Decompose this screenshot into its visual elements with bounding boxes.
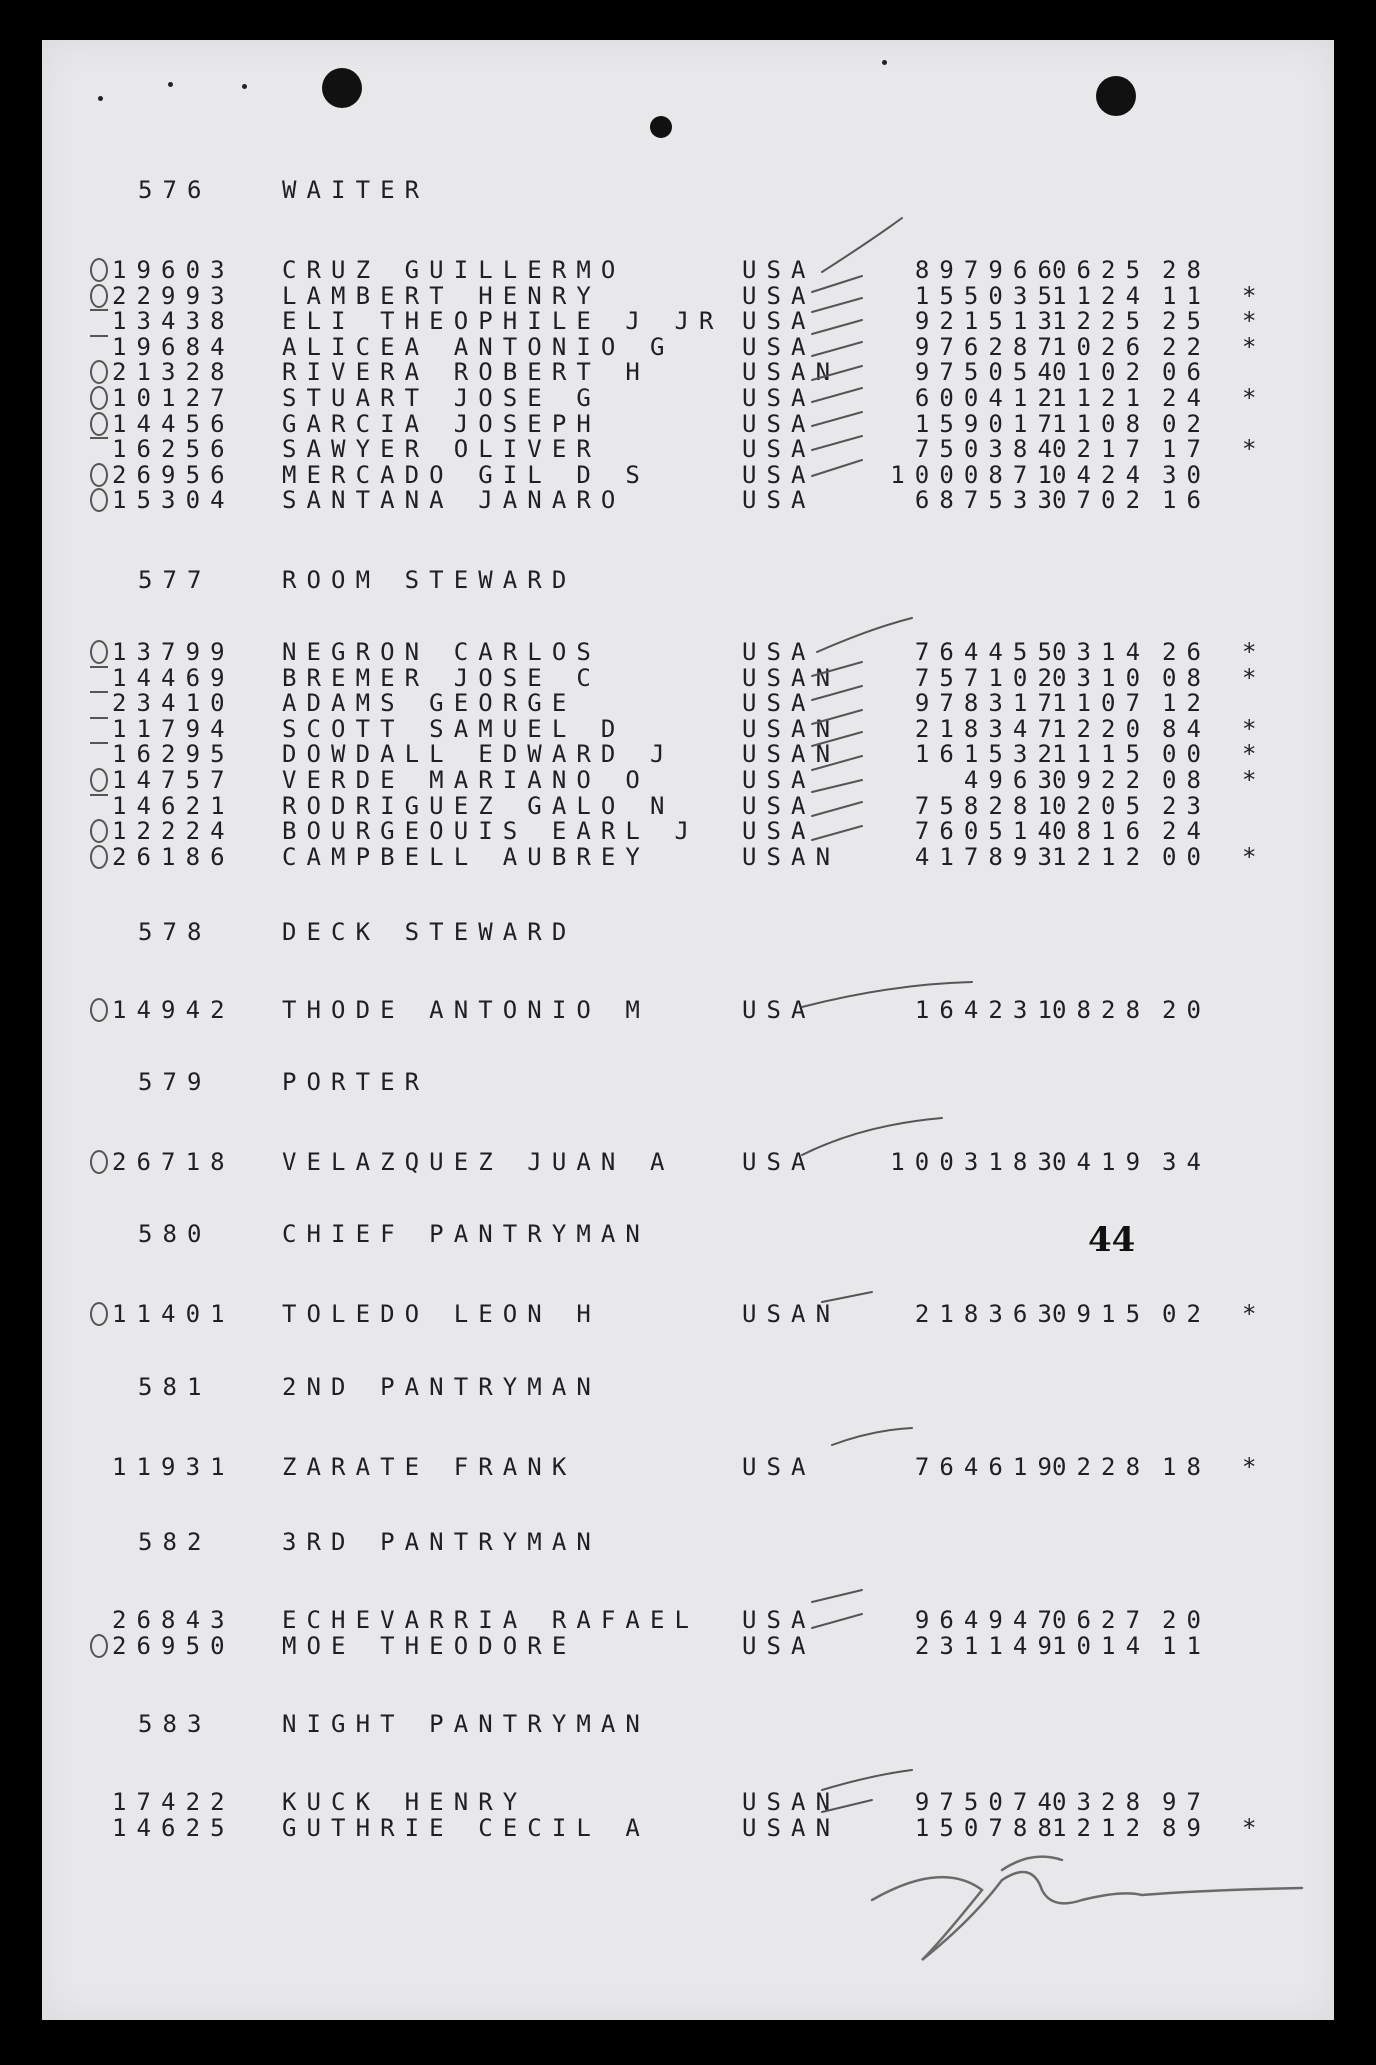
- crew-id: 26186: [112, 842, 235, 871]
- section-code: 576: [138, 176, 212, 204]
- value-code: 12: [1162, 689, 1212, 718]
- crew-id: 11794: [112, 714, 235, 743]
- document-number: 687533: [914, 486, 1062, 515]
- citizenship: USAN: [742, 714, 841, 743]
- crew-id: 11931: [112, 1453, 235, 1481]
- value-code: 25: [1162, 307, 1212, 336]
- section-title: 3RD PANTRYMAN: [282, 1528, 601, 1556]
- date-code: 0816: [1052, 817, 1151, 846]
- value-code: 22: [1162, 332, 1212, 361]
- document-number: 757102: [914, 663, 1062, 692]
- date-code: 0228: [1052, 1453, 1151, 1481]
- crew-name: VELAZQUEZ JUAN A: [282, 1148, 675, 1176]
- value-code: 02: [1162, 409, 1212, 438]
- date-code: 1108: [1052, 409, 1151, 438]
- crew-id: 16295: [112, 740, 235, 769]
- crew-id: 19684: [112, 332, 235, 361]
- star-flag: *: [1242, 714, 1267, 743]
- crew-name: RODRIGUEZ GALO N: [282, 791, 675, 820]
- section-title: ROOM STEWARD: [282, 566, 577, 594]
- document-number: 976287: [914, 332, 1062, 361]
- crew-name: BREMER JOSE C: [282, 663, 601, 692]
- star-flag: *: [1242, 663, 1267, 692]
- date-code: 1026: [1052, 332, 1151, 361]
- value-code: 20: [1162, 996, 1212, 1024]
- document-number: 897966: [914, 256, 1062, 284]
- section-title: 2ND PANTRYMAN: [282, 1373, 601, 1401]
- document-page: [42, 40, 1334, 2020]
- crew-name: ECHEVARRIA RAFAEL: [282, 1606, 699, 1634]
- document-number: 921513: [914, 307, 1062, 336]
- value-code: 08: [1162, 663, 1212, 692]
- crew-name: SANTANA JANARO: [282, 486, 626, 515]
- section-code: 579: [138, 1068, 212, 1096]
- citizenship: USA: [742, 307, 816, 336]
- crew-id: 26956: [112, 460, 235, 489]
- crew-name: THODE ANTONIO M: [282, 996, 650, 1024]
- crew-name: CAMPBELL AUBREY: [282, 842, 650, 871]
- value-code: 20: [1162, 1606, 1212, 1634]
- citizenship: USA: [742, 384, 816, 412]
- document-number: 1000871: [890, 460, 1062, 489]
- crew-name: CRUZ GUILLERMO: [282, 256, 626, 284]
- star-flag: *: [1242, 281, 1267, 310]
- crew-name: ADAMS GEORGE: [282, 689, 577, 718]
- date-code: 1220: [1052, 714, 1151, 743]
- crew-id: 15304: [112, 486, 235, 515]
- value-code: 34: [1162, 1148, 1212, 1176]
- date-code: 1014: [1052, 1631, 1151, 1660]
- section-title: DECK STEWARD: [282, 918, 577, 946]
- citizenship: USA: [742, 409, 816, 438]
- crew-name: STUART JOSE G: [282, 384, 601, 412]
- value-code: 24: [1162, 817, 1212, 846]
- crew-name: MERCADO GIL D S: [282, 460, 650, 489]
- value-code: 26: [1162, 638, 1212, 666]
- crew-id: 16256: [112, 435, 235, 464]
- date-code: 0419: [1052, 1148, 1151, 1176]
- crew-id: 14942: [112, 996, 235, 1024]
- crew-id: 13799: [112, 638, 235, 666]
- star-flag: *: [1242, 307, 1267, 336]
- document-number: 218347: [914, 714, 1062, 743]
- citizenship: USA: [742, 1631, 816, 1660]
- date-code: 0625: [1052, 256, 1151, 284]
- citizenship: USAN: [742, 1788, 841, 1816]
- crew-name: SAWYER OLIVER: [282, 435, 601, 464]
- document-number: 758281: [914, 791, 1062, 820]
- star-flag: *: [1242, 740, 1267, 769]
- date-code: 0922: [1052, 766, 1151, 794]
- document-number: 975074: [914, 1788, 1062, 1816]
- star-flag: *: [1242, 842, 1267, 871]
- crew-id: 14625: [112, 1813, 235, 1842]
- citizenship: USA: [742, 332, 816, 361]
- document-number: 760514: [914, 817, 1062, 846]
- document-number: 764619: [914, 1453, 1062, 1481]
- section-code: 577: [138, 566, 212, 594]
- citizenship: USA: [742, 281, 816, 310]
- crew-id: 17422: [112, 1788, 235, 1816]
- crew-id: 26950: [112, 1631, 235, 1660]
- pencil-marks: [42, 40, 1334, 2020]
- crew-name: LAMBERT HENRY: [282, 281, 601, 310]
- star-flag: *: [1242, 766, 1267, 794]
- section-code: 582: [138, 1528, 212, 1556]
- crew-id: 14456: [112, 409, 235, 438]
- date-code: 0627: [1052, 1606, 1151, 1634]
- crew-name: GARCIA JOSEPH: [282, 409, 601, 438]
- document-number: 155035: [914, 281, 1062, 310]
- citizenship: USAN: [742, 663, 841, 692]
- crew-id: 14621: [112, 791, 235, 820]
- citizenship: USAN: [742, 358, 841, 387]
- value-code: 11: [1162, 281, 1212, 310]
- date-code: 0314: [1052, 638, 1151, 666]
- crew-id: 12224: [112, 817, 235, 846]
- crew-name: NEGRON CARLOS: [282, 638, 601, 666]
- date-code: 1121: [1052, 384, 1151, 412]
- value-code: 06: [1162, 358, 1212, 387]
- citizenship: USA: [742, 1148, 816, 1176]
- crew-name: KUCK HENRY: [282, 1788, 528, 1816]
- crew-id: 11401: [112, 1300, 235, 1328]
- date-code: 0205: [1052, 791, 1151, 820]
- date-code: 0310: [1052, 663, 1151, 692]
- star-flag: *: [1242, 1300, 1267, 1328]
- value-code: 84: [1162, 714, 1212, 743]
- date-code: 0328: [1052, 1788, 1151, 1816]
- value-code: 24: [1162, 384, 1212, 412]
- crew-id: 13438: [112, 307, 235, 336]
- crew-id: 22993: [112, 281, 235, 310]
- star-flag: *: [1242, 332, 1267, 361]
- star-flag: *: [1242, 384, 1267, 412]
- date-code: 0915: [1052, 1300, 1151, 1328]
- section-code: 583: [138, 1710, 212, 1738]
- star-flag: *: [1242, 638, 1267, 666]
- citizenship: USAN: [742, 740, 841, 769]
- date-code: 0702: [1052, 486, 1151, 515]
- section-code: 580: [138, 1220, 212, 1248]
- citizenship: USA: [742, 638, 816, 666]
- star-flag: *: [1242, 435, 1267, 464]
- crew-name: BOURGEOUIS EARL J: [282, 817, 699, 846]
- value-code: 30: [1162, 460, 1212, 489]
- crew-name: VERDE MARIANO O: [282, 766, 650, 794]
- document-number: 964947: [914, 1606, 1062, 1634]
- document-number: 164231: [914, 996, 1062, 1024]
- date-code: 0217: [1052, 435, 1151, 464]
- crew-id: 23410: [112, 689, 235, 718]
- star-flag: *: [1242, 1813, 1267, 1842]
- document-number: 1003183: [890, 1148, 1062, 1176]
- citizenship: USA: [742, 435, 816, 464]
- citizenship: USA: [742, 766, 816, 794]
- crew-name: RIVERA ROBERT H: [282, 358, 650, 387]
- value-code: 08: [1162, 766, 1212, 794]
- date-code: 0424: [1052, 460, 1151, 489]
- crew-name: TOLEDO LEON H: [282, 1300, 601, 1328]
- date-code: 1107: [1052, 689, 1151, 718]
- document-number: 764455: [914, 638, 1062, 666]
- crew-id: 14469: [112, 663, 235, 692]
- signature-mark: [872, 1857, 1302, 1960]
- date-code: 0102: [1052, 358, 1151, 387]
- citizenship: USA: [742, 460, 816, 489]
- crew-id: 26843: [112, 1606, 235, 1634]
- crew-id: 10127: [112, 384, 235, 412]
- date-code: 0828: [1052, 996, 1151, 1024]
- value-code: 17: [1162, 435, 1212, 464]
- crew-id: 14757: [112, 766, 235, 794]
- citizenship: USA: [742, 1606, 816, 1634]
- crew-id: 19603: [112, 256, 235, 284]
- date-code: 1212: [1052, 1813, 1151, 1842]
- page-number: 44: [1088, 1220, 1136, 1260]
- section-title: CHIEF PANTRYMAN: [282, 1220, 650, 1248]
- value-code: 11: [1162, 1631, 1212, 1660]
- value-code: 16: [1162, 486, 1212, 515]
- document-number: 750384: [914, 435, 1062, 464]
- document-number: 975054: [914, 358, 1062, 387]
- value-code: 00: [1162, 740, 1212, 769]
- crew-name: ELI THEOPHILE J JR: [282, 307, 724, 336]
- citizenship: USA: [742, 817, 816, 846]
- section-code: 581: [138, 1373, 212, 1401]
- citizenship: USAN: [742, 1300, 841, 1328]
- crew-name: SCOTT SAMUEL D: [282, 714, 626, 743]
- citizenship: USA: [742, 1453, 816, 1481]
- value-code: 97: [1162, 1788, 1212, 1816]
- citizenship: USA: [742, 689, 816, 718]
- citizenship: USA: [742, 256, 816, 284]
- document-number: 159017: [914, 409, 1062, 438]
- value-code: 02: [1162, 1300, 1212, 1328]
- value-code: 00: [1162, 842, 1212, 871]
- document-number: 600412: [914, 384, 1062, 412]
- crew-id: 26718: [112, 1148, 235, 1176]
- value-code: 23: [1162, 791, 1212, 820]
- citizenship: USA: [742, 486, 816, 515]
- crew-id: 21328: [112, 358, 235, 387]
- document-number: 150788: [914, 1813, 1062, 1842]
- citizenship: USAN: [742, 1813, 841, 1842]
- star-flag: *: [1242, 1453, 1267, 1481]
- date-code: 1115: [1052, 740, 1151, 769]
- document-number: 4963: [963, 766, 1062, 794]
- citizenship: USAN: [742, 842, 841, 871]
- value-code: 18: [1162, 1453, 1212, 1481]
- value-code: 28: [1162, 256, 1212, 284]
- citizenship: USA: [742, 791, 816, 820]
- crew-name: MOE THEODORE: [282, 1631, 577, 1660]
- section-title: NIGHT PANTRYMAN: [282, 1710, 650, 1738]
- value-code: 89: [1162, 1813, 1212, 1842]
- crew-name: DOWDALL EDWARD J: [282, 740, 675, 769]
- section-title: PORTER: [282, 1068, 430, 1096]
- date-code: 1124: [1052, 281, 1151, 310]
- section-title: WAITER: [282, 176, 430, 204]
- section-code: 578: [138, 918, 212, 946]
- date-code: 1225: [1052, 307, 1151, 336]
- document-number: 231149: [914, 1631, 1062, 1660]
- crew-name: GUTHRIE CECIL A: [282, 1813, 650, 1842]
- date-code: 1212: [1052, 842, 1151, 871]
- crew-name: ZARATE FRANK: [282, 1453, 577, 1481]
- crew-name: ALICEA ANTONIO G: [282, 332, 675, 361]
- document-number: 161532: [914, 740, 1062, 769]
- citizenship: USA: [742, 996, 816, 1024]
- document-number: 417893: [914, 842, 1062, 871]
- document-number: 218363: [914, 1300, 1062, 1328]
- document-number: 978317: [914, 689, 1062, 718]
